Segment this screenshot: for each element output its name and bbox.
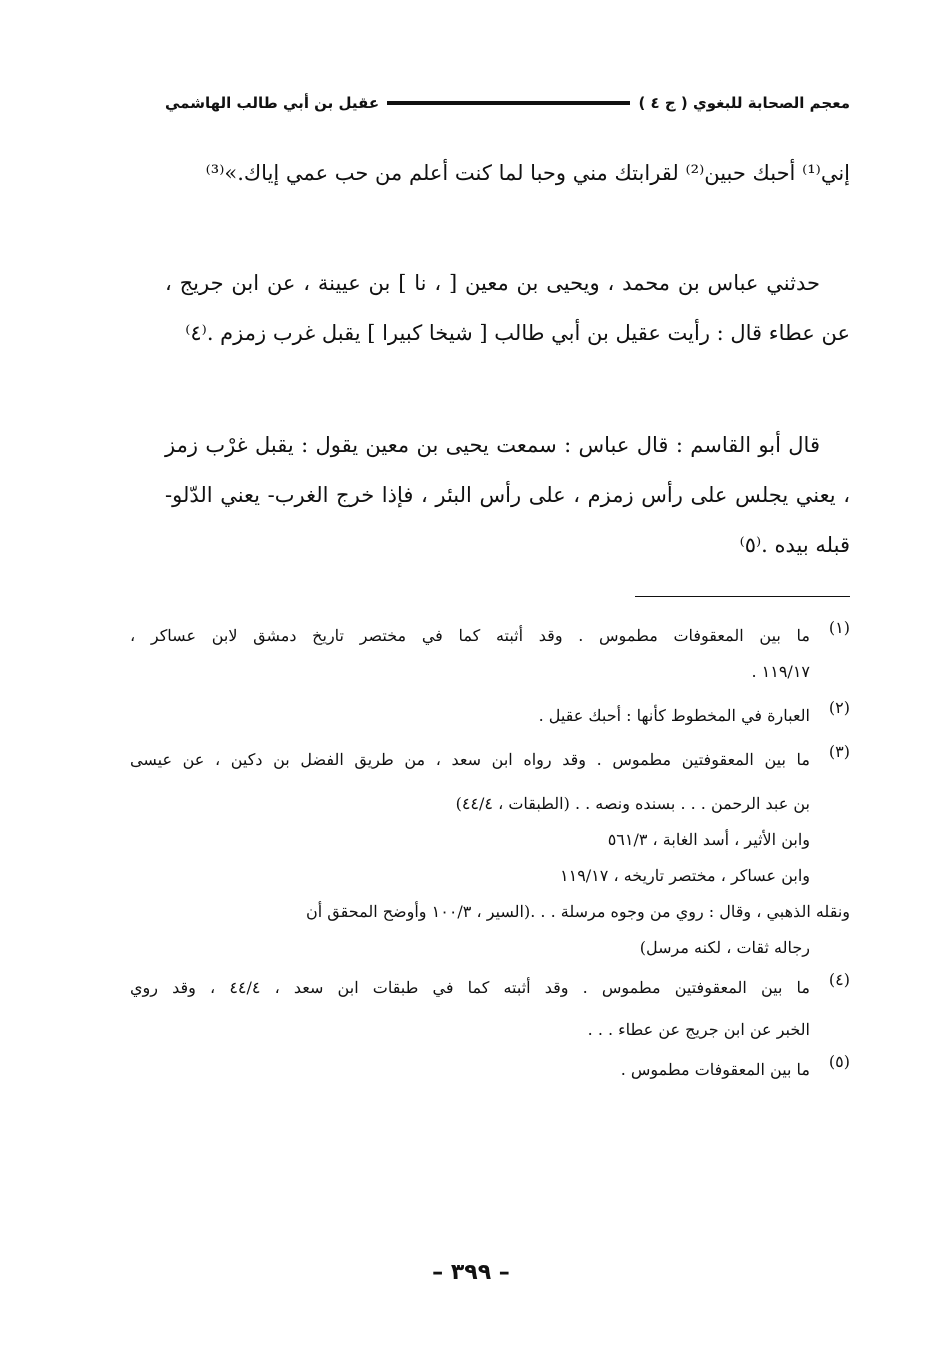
footnote-line: ١١٩/١٧ . xyxy=(751,662,810,681)
footnote-5 xyxy=(130,1052,850,1088)
footnote-number: (٤) xyxy=(828,970,850,989)
footnote-line: ما بين المعقوفتين مطموس . وقد أثبته كما في طبقات ابن سعد ، ٤٤/٤ ، وقد روي xyxy=(130,978,811,997)
footnote-number: (٢) xyxy=(828,698,850,717)
footnote-1 xyxy=(130,618,850,690)
header-book-title: معجم الصحابة للبغوي ( ج ٤ ) xyxy=(638,94,850,112)
footnote-number: (٥) xyxy=(828,1052,850,1071)
footnote-2 xyxy=(130,698,850,734)
footnote-line: وابن عساكر ، مختصر تاريخه ، ١١٩/١٧ xyxy=(560,866,810,885)
footnote-line: الخبر عن ابن جريج عن عطاء . . . xyxy=(587,1020,810,1039)
paragraph-2: حدثني عباس بن محمد ، ويحيى بن معين [ ، نا ] بن عيينة ، عن ابن جريج ، عن عطاء قال : رأيت عقيل بن أبي طالب [ شيخا كبيرا ] يقبل غرب زمزم .⁽٤⁾ xyxy=(165,271,850,345)
footnote-line: ما بين المعقوفات مطموس . وقد أثبته كما في مختصر تاريخ دمشق لابن عساكر ، xyxy=(130,626,810,645)
footnote-line: ونقله الذهبي ، وقال : روي من وجوه مرسلة . . .(السير ، ١٠٠/٣ وأوضح المحقق أن xyxy=(306,902,850,921)
footnote-3 xyxy=(130,742,850,966)
footnote-line: العبارة في المخطوط كأنها : أحبك عقيل . xyxy=(538,706,810,725)
paragraph-3: قال أبو القاسم : قال عباس : سمعت يحيى بن معين يقول : يقبل غرْب زمز ، يعني يجلس على رأس زمزم ، على رأس البئر ، فإذا خرج الغرب- يعني الدّلو- قبله بيده .⁽٥⁾ xyxy=(165,433,850,557)
footnote-number: (١) xyxy=(828,618,850,637)
footnote-number: (٣) xyxy=(828,742,850,761)
page-number: – ٣٩٩ – xyxy=(432,1260,510,1285)
footnote-line: وابن الأثير ، أسد الغابة ، ٥٦١/٣ xyxy=(607,830,810,849)
header-rule xyxy=(387,101,630,105)
running-header xyxy=(165,88,850,118)
footnote-separator xyxy=(635,596,850,597)
footnote-line: ما بين المعقوفات مطموس . xyxy=(620,1060,810,1079)
footnote-line: ما بين المعقوفتين مطموس . وقد رواه ابن سعد ، من طريق الفضل بن دكين ، عن عيسى xyxy=(130,750,810,769)
paragraph-1: إني⁽¹⁾ أحبك حبين⁽²⁾ لقرابتك مني وحبا لما كنت أعلم من حب عمي إياك.»⁽³⁾ xyxy=(205,161,850,185)
footnote-line: بن عبد الرحمن . . . بسنده ونصه . . (الطبقات ، ٤٤/٤) xyxy=(455,794,810,813)
footnote-4 xyxy=(130,970,850,1048)
footnotes xyxy=(130,618,850,1088)
footnote-line: رجاله ثقات ، لكنه مرسل) xyxy=(639,938,810,957)
header-chapter-title: عقيل بن أبي طالب الهاشمي xyxy=(165,94,380,112)
